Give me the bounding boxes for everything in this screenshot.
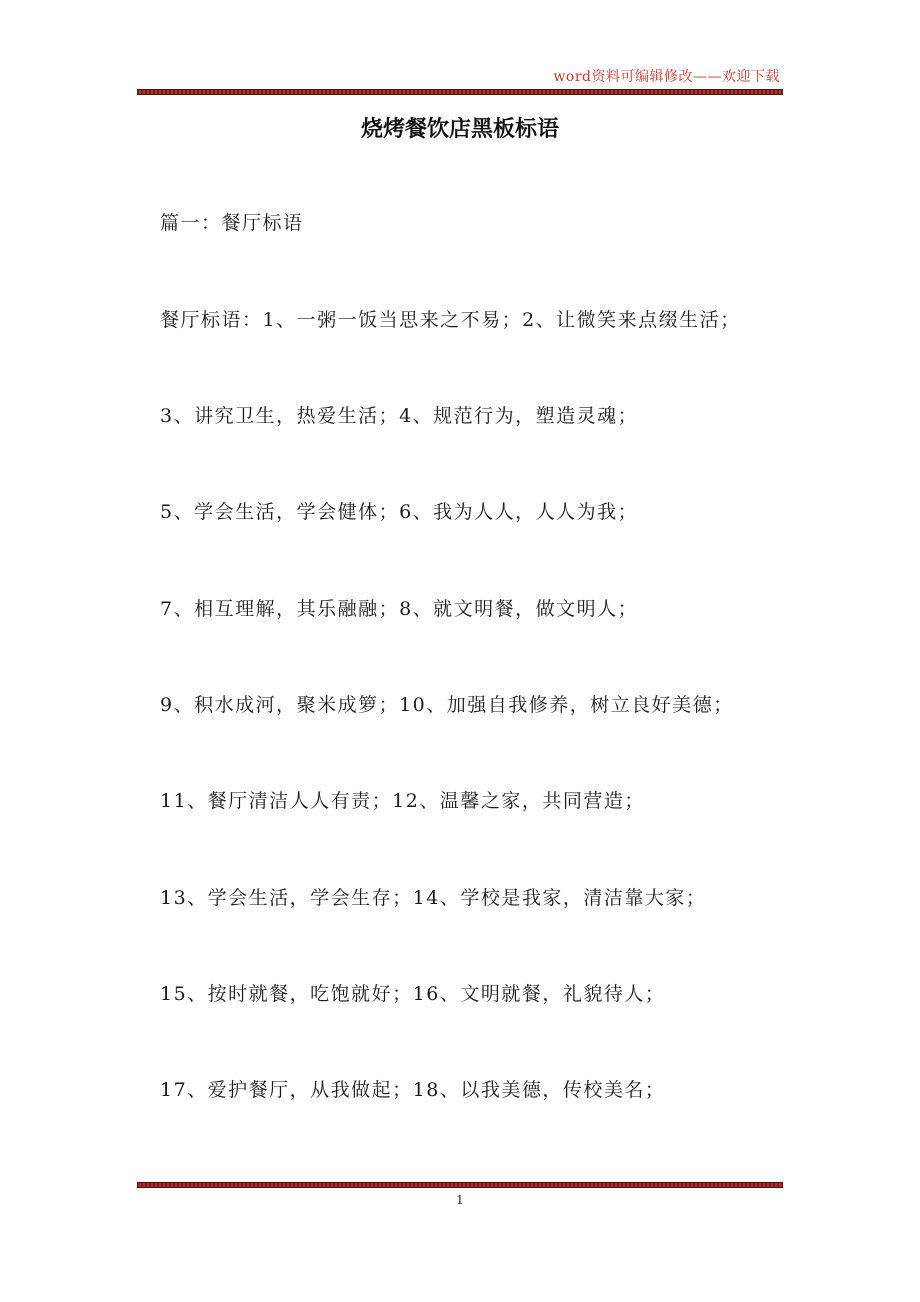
slogan-line: 5、学会生活，学会健体；6、我为人人，人人为我； [160,501,639,523]
slogan-line: 13、学会生活，学会生存；14、学校是我家，清洁靠大家； [160,887,707,909]
slogan-line: 9、积水成河，聚米成箩；10、加强自我修养，树立良好美德； [160,694,734,716]
footer-rule [137,1182,783,1188]
section-heading: 篇一：餐厅标语 [160,212,304,234]
header-note: word资料可编辑修改——欢迎下载 [553,69,780,85]
slogan-line: 7、相互理解，其乐融融；8、就文明餐，做文明人； [160,598,639,620]
document-title: 烧烤餐饮店黑板标语 [360,117,559,142]
page-number: 1 [456,1193,464,1207]
slogan-line: 11、餐厅清洁人人有责；12、温馨之家，共同营造； [160,790,645,812]
slogan-line: 15、按时就餐，吃饱就好；16、文明就餐，礼貌待人； [160,983,666,1005]
slogan-line: 餐厅标语：1、一粥一饭当思来之不易；2、让微笑来点缀生活； [160,309,741,331]
slogan-line: 3、讲究卫生，热爱生活；4、规范行为，塑造灵魂； [160,405,639,427]
header-rule [137,89,783,95]
slogan-line: 17、爱护餐厅，从我做起；18、以我美德，传校美名； [160,1079,666,1101]
